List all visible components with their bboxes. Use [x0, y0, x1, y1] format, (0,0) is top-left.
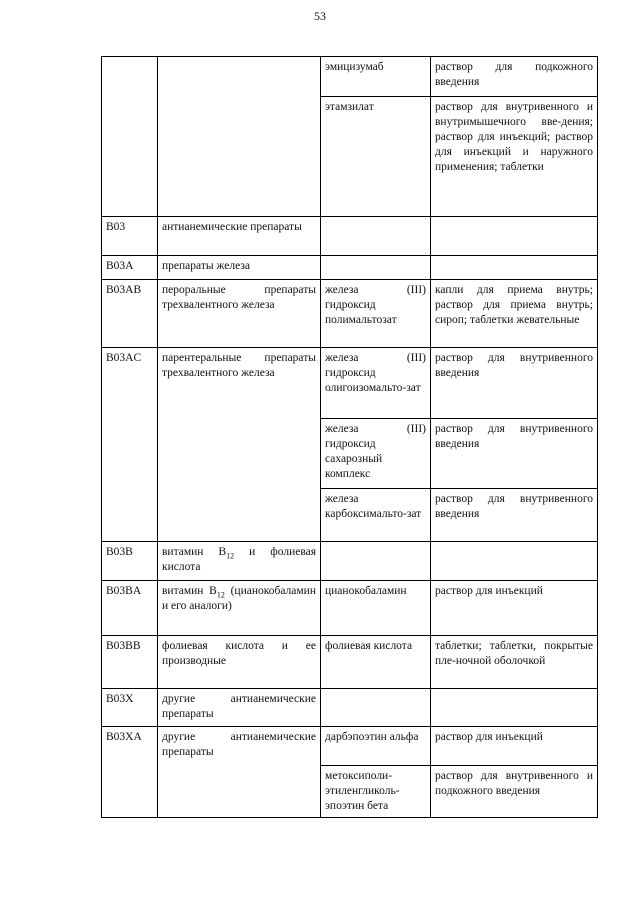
dosage-form-cell: раствор для инъекций [431, 727, 598, 766]
dosage-form-cell [431, 542, 598, 581]
table-row [102, 636, 598, 689]
drug-name-cell: этамзилат [321, 97, 431, 217]
atc-code-cell: B03A [102, 256, 158, 280]
page-number: 53 [314, 9, 326, 23]
atc-code-cell: B03X [102, 689, 158, 727]
dosage-form-cell: раствор для внутривенного и внутримышечного вве-дения; раствор для инъекций; раствор для инъекций и наружного применения; таблетки [431, 97, 598, 217]
table-row [102, 280, 598, 348]
group-name-cell: другие антианемические препараты [158, 689, 321, 727]
group-name-text: и фолиевая кислота [162, 546, 316, 573]
table-row [102, 727, 598, 766]
dosage-form-cell: раствор для внутривенного введения [431, 489, 598, 542]
group-name-cell [158, 581, 321, 636]
table-row [102, 542, 598, 581]
table-row [102, 689, 598, 727]
drug-name-cell [321, 256, 431, 280]
group-name-text: витамин B [162, 546, 227, 558]
table-row [102, 581, 598, 636]
dosage-form-cell: раствор для внутривенного и подкожного введения [431, 766, 598, 818]
drug-name-cell: железа карбоксимальто-зат [321, 489, 431, 542]
group-name-cell: антианемические препараты [158, 217, 321, 256]
dosage-form-cell: капли для приема внутрь; раствор для приема внутрь; сироп; таблетки жевательные [431, 280, 598, 348]
drug-name-cell: метоксиполи-этиленгликоль-эпоэтин бета [321, 766, 431, 818]
dosage-form-cell: раствор для подкожного введения [431, 57, 598, 97]
dosage-form-cell: таблетки; таблетки, покрытые пле-ночной оболочкой [431, 636, 598, 689]
group-name-cell: пероральные препараты трехвалентного железа [158, 280, 321, 348]
atc-code-cell: B03B [102, 542, 158, 581]
group-name-cell: фолиевая кислота и ее производные [158, 636, 321, 689]
drug-name-cell: цианокобаламин [321, 581, 431, 636]
group-name-text: (цианокобаламин и его аналоги) [162, 585, 316, 612]
table-row [102, 348, 598, 419]
table-row [102, 57, 598, 97]
drug-classification-table [101, 56, 598, 818]
dosage-form-cell: раствор для внутривенного введения [431, 348, 598, 419]
group-name-cell: парентеральные препараты трехвалентного железа [158, 348, 321, 542]
group-name-cell: препараты железа [158, 256, 321, 280]
dosage-form-cell: раствор для внутривенного введения [431, 419, 598, 489]
subscript-text: 12 [226, 551, 235, 561]
atc-code-cell: B03XA [102, 727, 158, 818]
drug-name-cell: дарбэпоэтин альфа [321, 727, 431, 766]
dosage-form-cell [431, 217, 598, 256]
atc-code-cell: B03AC [102, 348, 158, 542]
atc-code-cell: B03 [102, 217, 158, 256]
drug-name-cell [321, 689, 431, 727]
drug-name-cell: фолиевая кислота [321, 636, 431, 689]
drug-name-cell [321, 217, 431, 256]
subscript-text: 12 [216, 590, 225, 600]
dosage-form-cell [431, 256, 598, 280]
table-row [102, 256, 598, 280]
drug-name-cell [321, 542, 431, 581]
drug-name-cell: эмицизумаб [321, 57, 431, 97]
atc-code-cell: B03BB [102, 636, 158, 689]
drug-name-cell: железа (III) гидроксид сахарозный комплекс [321, 419, 431, 489]
drug-name-cell: железа (III) гидроксид полимальтозат [321, 280, 431, 348]
atc-code-cell [102, 57, 158, 217]
atc-code-cell: B03AB [102, 280, 158, 348]
dosage-form-cell: раствор для инъекций [431, 581, 598, 636]
dosage-form-cell [431, 689, 598, 727]
table-row [102, 217, 598, 256]
atc-code-cell: B03BA [102, 581, 158, 636]
group-name-cell [158, 57, 321, 217]
group-name-cell [158, 542, 321, 581]
group-name-text: витамин B [162, 585, 217, 597]
drug-name-cell: железа (III) гидроксид олигоизомальто-зат [321, 348, 431, 419]
group-name-cell: другие антианемические препараты [158, 727, 321, 818]
